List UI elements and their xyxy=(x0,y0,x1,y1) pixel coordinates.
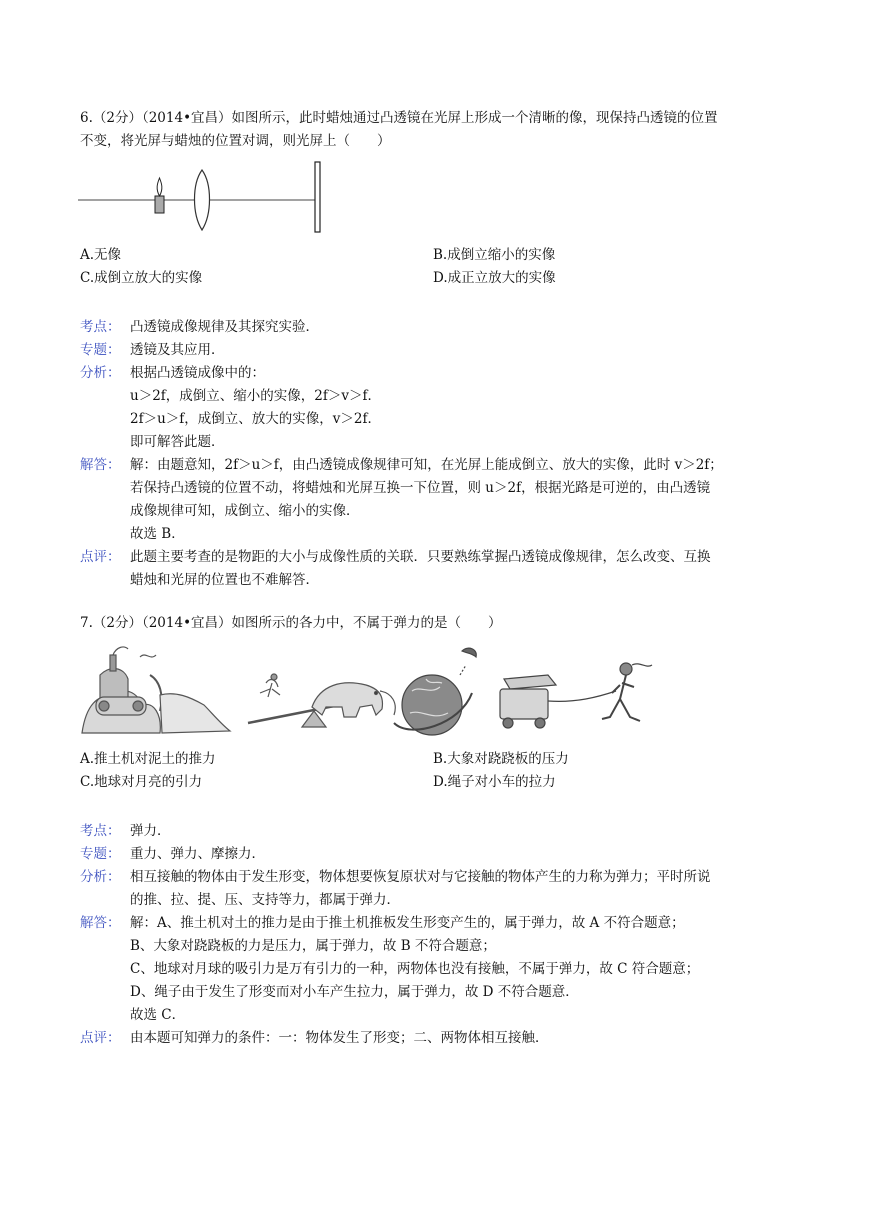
q6-jieda-line-1: 解：由题意知，2f＞u＞f，由凸透镜成像规律可知，在光屏上能成倒立、放大的实像，此时 v＞2f； xyxy=(130,457,723,473)
q6-zhuanti: 透镜及其应用． xyxy=(130,342,225,358)
q6-option-d: D.成正立放大的实像 xyxy=(433,270,556,286)
bulldozer-icon xyxy=(82,647,230,733)
q6-fenxi-line-3: 2f＞u＞f，成倒立、放大的实像，v＞2f． xyxy=(130,411,381,427)
q7-fenxi-line-1: 相互接触的物体由于发生形变，物体想要恢复原状对与它接触的物体产生的力称为弹力；平时所说 xyxy=(130,869,711,885)
q6-option-a: A.无像 xyxy=(80,247,122,263)
q6-fenxi-line-4: 即可解答此题． xyxy=(130,434,225,450)
elephant-seesaw-icon xyxy=(248,674,395,727)
q6-option-c: C.成倒立放大的实像 xyxy=(80,270,203,286)
q7-jieda-line-5: 故选 C． xyxy=(130,1007,186,1023)
q6-fenxi-line-1: 根据凸透镜成像中的： xyxy=(130,365,265,381)
q7-dianping-line-1: 由本题可知弹力的条件：一：物体发生了形变；二、两物体相互接触． xyxy=(130,1030,549,1046)
earth-moon-icon xyxy=(394,648,476,735)
q6-optics-figure xyxy=(78,158,338,236)
q7-option-a: A.推土机对泥土的推力 xyxy=(80,751,216,767)
q7-zhuanti-label: 专题： xyxy=(80,846,121,862)
q7-zhuanti: 重力、弹力、摩擦力． xyxy=(130,846,265,862)
q6-jieda-label: 解答： xyxy=(80,457,121,473)
q6-option-b: B.成倒立缩小的实像 xyxy=(433,247,556,263)
q6-dianping-line-1: 此题主要考查的是物距的大小与成像性质的关联．只要熟练掌握凸透镜成像规律，怎么改变、互换 xyxy=(130,549,711,565)
q7-option-c: C.地球对月亮的引力 xyxy=(80,774,203,790)
q6-fenxi-line-2: u＞2f，成倒立、缩小的实像，2f＞v＞f． xyxy=(130,388,381,404)
q6-dianping-label: 点评： xyxy=(80,549,121,565)
q7-jieda-label: 解答： xyxy=(80,915,121,931)
q6-jieda-line-2: 若保持凸透镜的位置不动，将蜡烛和光屏互换一下位置，则 u＞2f，根据光路是可逆的，由凸透镜 xyxy=(130,480,711,496)
q6-stem-line-1: 6.（2分）（2014•宜昌）如图所示，此时蜡烛通过凸透镜在光屏上形成一个清晰的像，现保持凸透镜的位置 xyxy=(80,110,718,126)
q7-jieda-line-4: D、绳子由于发生了形变而对小车产生拉力，属于弹力，故 D 不符合题意． xyxy=(130,984,579,1000)
q7-stem-line-1: 7.（2分）（2014•宜昌）如图所示的各力中，不属于弹力的是（ ） xyxy=(80,615,502,631)
q7-fenxi-line-2: 的推、拉、提、压、支持等力，都属于弹力． xyxy=(130,892,400,908)
q7-kaodian: 弹力． xyxy=(130,823,171,839)
q6-kaodian-label: 考点： xyxy=(80,319,121,335)
q6-jieda-line-3: 成像规律可知，成倒立、缩小的实像． xyxy=(130,503,360,519)
q7-dianping-label: 点评： xyxy=(80,1030,121,1046)
q6-zhuanti-label: 专题： xyxy=(80,342,121,358)
q7-figure xyxy=(80,635,680,740)
q6-stem-line-2: 不变，将光屏与蜡烛的位置对调，则光屏上（ ） xyxy=(80,133,391,149)
q6-dianping-line-2: 蜡烛和光屏的位置也不难解答． xyxy=(130,572,319,588)
q7-option-b: B.大象对跷跷板的压力 xyxy=(433,751,569,767)
convex-lens-icon xyxy=(195,170,210,230)
q6-fenxi-label: 分析： xyxy=(80,365,121,381)
q7-kaodian-label: 考点： xyxy=(80,823,121,839)
q6-kaodian: 凸透镜成像规律及其探究实验． xyxy=(130,319,319,335)
q7-jieda-line-3: C、地球对月球的吸引力是万有引力的一种，两物体也没有接触，不属于弹力，故 C 符合题意； xyxy=(130,961,700,977)
cart-rope-icon xyxy=(500,663,652,728)
q7-option-d: D.绳子对小车的拉力 xyxy=(433,774,556,790)
q7-fenxi-label: 分析： xyxy=(80,869,121,885)
candle-icon xyxy=(155,196,164,213)
q6-jieda-line-4: 故选 B． xyxy=(130,526,185,542)
light-screen-icon xyxy=(315,162,320,232)
q7-jieda-line-2: B、大象对跷跷板的力是压力，属于弹力，故 B 不符合题意； xyxy=(130,938,496,954)
flame-icon xyxy=(157,178,162,196)
q7-jieda-line-1: 解：A、推土机对土的推力是由于推土机推板发生形变产生的，属于弹力，故 A 不符合题意； xyxy=(130,915,685,931)
